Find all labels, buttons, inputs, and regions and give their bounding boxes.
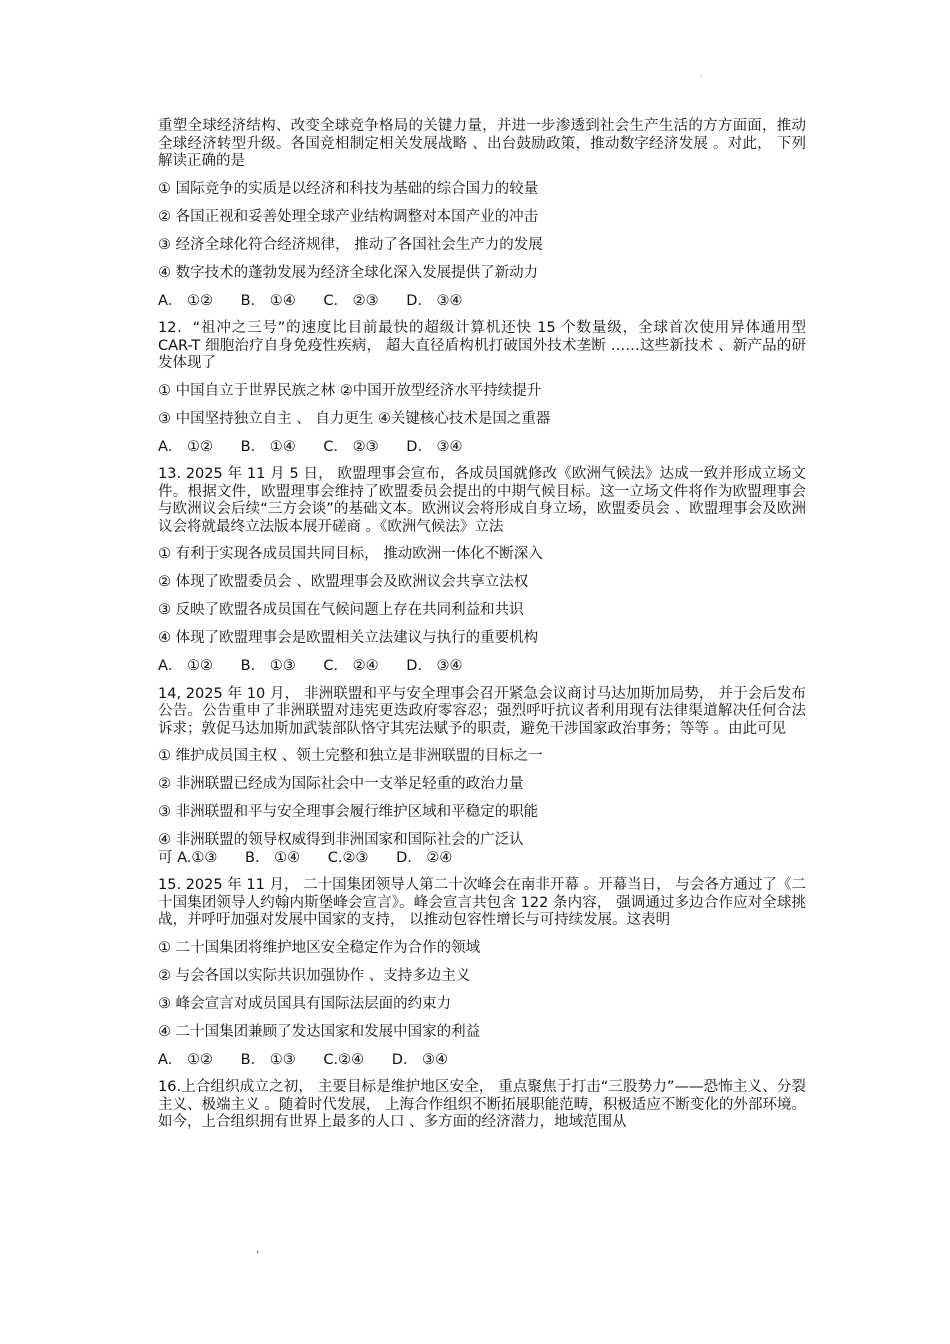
question-15 [158, 877, 806, 1069]
question-13 [158, 466, 806, 676]
question-12 [158, 320, 806, 456]
option-4: ④ 体现了欧盟理事会是欧盟相关立法建议与执行的重要机构 [158, 630, 539, 646]
question-stem: 14, 2025 年 10 月， 非洲联盟和平与安全理事会召开紧急会议商讨马达加斯加局势， 并于会后发布公告。公告重申了非洲联盟对违宪更迭政府零容忍；强烈呼吁抗议者利用现有法律渠道解决任何合法诉求；敦促马达加斯加武装部队恪守其宪法赋予的职责，避免干涉国家政治事务；等等 。由此可见 [158, 685, 806, 737]
option-3: ③ 经济全球化符合经济规律， 推动了各国社会生产力的发展 [158, 236, 543, 253]
option-3: ③ 峰会宣言对成员国具有国际法层面的约束力 [158, 995, 452, 1012]
option-row-2: ③ 中国坚持独立自主 、 自力更生 ④关键核心技术是国之重器 [158, 410, 551, 427]
question-stem: 重塑全球经济结构、改变全球竞争格局的关键力量，并进一步渗透到社会生产生活的方方面面，推动全球经济转型升级。各国竞相制定相关发展战略 、出台鼓励政策，推动数字经济发展 。对此， 下列解读正确的是 [158, 118, 806, 169]
option-1: ① 有利于实现各成员国共同目标， 推动欧洲一体化不断深入 [158, 546, 543, 562]
option-2: ② 非洲联盟已经成为国际社会中一支举足轻重的政治力量 [158, 776, 524, 792]
question-11-continued [158, 118, 806, 310]
answer-choices: 可 A.①③ B． ①④ C.②③ D． ②④ [158, 849, 453, 866]
question-stem: 15. 2025 年 11 月， 二十国集团领导人第二十次峰会在南非开幕 。开幕当日， 与会各方通过了《二十国集团领导人约翰内斯堡峰会宣言》。峰会宣言共包含 122 条内容， 强调通过多边合作应对全球挑战，并呼吁加强对发展中国家的支持， 以推动包容性增长与可持续发展。这表明 [158, 877, 806, 928]
option-4: ④ 二十国集团兼顾了发达国家和发展中国家的利益 [158, 1023, 481, 1040]
page-footer-mark: ， [256, 1244, 266, 1255]
answer-choices: A． ①② B． ①④ C． ②③ D． ③④ [158, 438, 463, 455]
answer-choices: A． ①② B． ①③ C.②④ D． ③④ [158, 1051, 449, 1068]
exam-page [158, 118, 806, 1142]
option-4: ④ 数字技术的蓬勃发展为经济全球化深入发展提供了新动力 [158, 264, 539, 281]
question-stem: 13. 2025 年 11 月 5 日， 欧盟理事会宣布，各成员国就修改《欧洲气候法》达成一致并形成立场文件。根据文件，欧盟理事会维持了欧盟委员会提出的中期气候目标。这一立场文件将作为欧盟理事会与欧洲议会后续“三方会谈”的基础文本。欧洲议会将形成自身立场，欧盟委员会 、欧盟理事会及欧洲议会将就最终立法版本展开磋商 。《欧洲气候法》立法 [158, 466, 806, 535]
question-stem: 16.上合组织成立之初， 主要目标是维护地区安全， 重点聚焦于打击“三股势力”——恐怖主义、分裂主义、极端主义 。随着时代发展， 上海合作组织不断拓展职能范畴，积极适应不断变化的外部环境。如今，上合组织拥有世界上最多的人口 、多方面的经济潜力，地域范围从 [158, 1079, 806, 1130]
question-16 [158, 1079, 806, 1132]
option-2: ② 各国正视和妥善处理全球产业结构调整对本国产业的冲击 [158, 208, 539, 225]
option-2: ② 体现了欧盟委员会 、欧盟理事会及欧洲议会共享立法权 [158, 574, 529, 590]
option-1: ① 国际竞争的实质是以经济和科技为基础的综合国力的较量 [158, 180, 539, 197]
answer-choices: A． ①② B． ①④ C． ②③ D． ③④ [158, 292, 463, 309]
option-2: ② 与会各国以实际共识加强协作 、支持多边主义 [158, 967, 471, 984]
option-3: ③ 非洲联盟和平与安全理事会履行维护区域和平稳定的职能 [158, 804, 539, 820]
option-1: ① 维护成员国主权 、领土完整和独立是非洲联盟的目标之一 [158, 748, 543, 764]
option-4: ④ 非洲联盟的领导权威得到非洲国家和国际社会的广泛认 [158, 832, 524, 848]
option-1: ① 二十国集团将维护地区安全稳定作为合作的领域 [158, 939, 481, 956]
page-corner-mark: · [700, 72, 703, 81]
option-3: ③ 反映了欧盟各成员国在气候问题上存在共同利益和共识 [158, 602, 524, 618]
question-stem: 12．“祖冲之三号”的速度比目前最快的超级计算机还快 15 个数量级，全球首次使用异体通用型 CAR-T 细胞治疗自身免疫性疾病， 超大直径盾构机打破国外技术垄断 ……这些新技术 、新产品的研发体现了 [158, 320, 806, 371]
answer-choices: A． ①② B． ①③ C． ②④ D． ③④ [158, 658, 463, 674]
option-row-1: ① 中国自立于世界民族之林 ②中国开放型经济水平持续提升 [158, 382, 542, 399]
question-14 [158, 686, 806, 868]
